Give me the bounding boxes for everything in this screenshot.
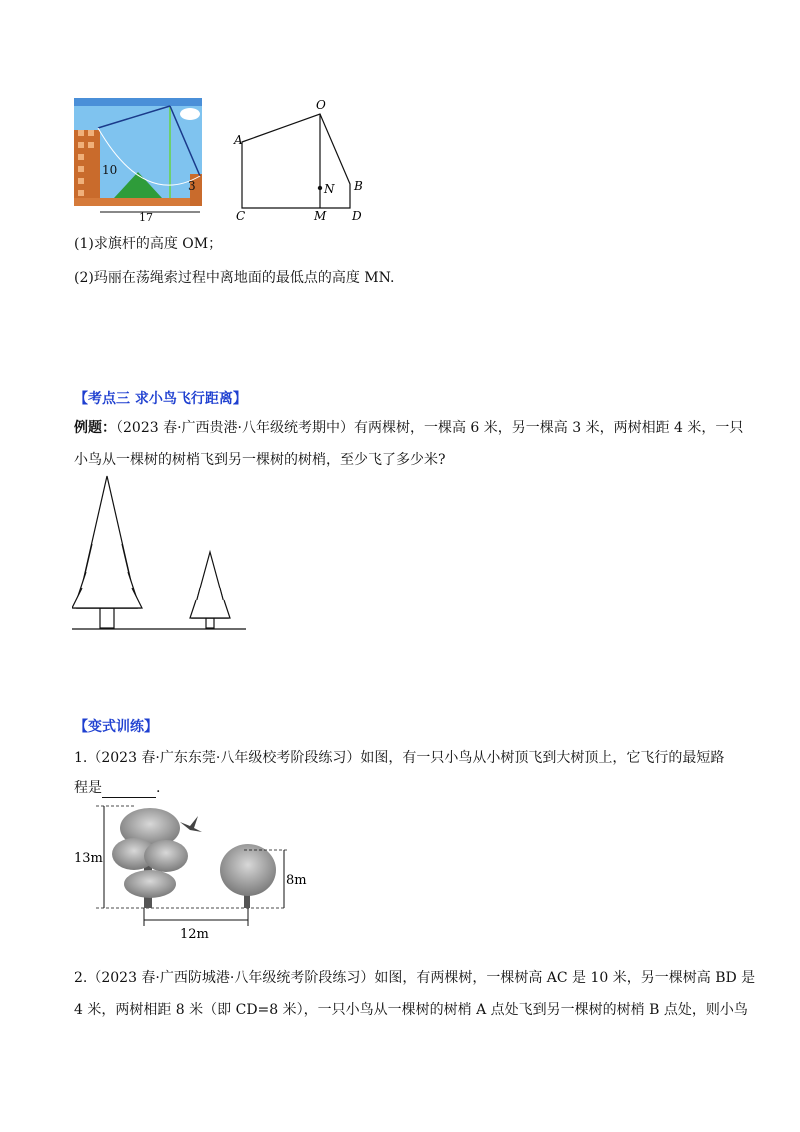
point-n — [318, 186, 322, 190]
trees-photo-figure — [74, 800, 310, 942]
label-a: A — [234, 133, 243, 147]
answer-blank[interactable] — [102, 783, 156, 798]
problem-1-text: 程是 — [74, 780, 102, 796]
big-tree — [112, 808, 188, 908]
label-13m: 13m — [74, 851, 103, 866]
bird-icon — [180, 816, 202, 832]
example-line-1 — [74, 418, 743, 438]
cloud — [180, 108, 200, 120]
short-tree — [190, 552, 230, 628]
label-b: B — [354, 179, 363, 193]
label-m: M — [314, 209, 327, 223]
problem-1-line-1: 1.（2023 春·广东东莞·八年级校考阶段练习）如图，有一只小鸟从小树顶飞到大树顶上，它飞行的最短路 — [74, 750, 725, 766]
label-c: C — [236, 209, 246, 223]
section-title-variant: 【变式训练】 — [74, 719, 158, 735]
top-bar — [74, 98, 202, 106]
geometry-figure — [232, 98, 372, 226]
section-title-3: 【考点三 求小鸟飞行距离】 — [74, 391, 247, 407]
label-n: N — [324, 182, 335, 196]
label-o: O — [316, 98, 326, 112]
problem-2-line-2: 4 米，两树相距 8 米（即 CD=8 米），一只小鸟从一棵树的树梢 A 点处飞到另一棵树的树梢 B 点处，则小鸟 — [74, 1002, 748, 1018]
label-3: 3 — [188, 179, 196, 193]
two-trees-figure — [72, 472, 248, 636]
example-label: 例题： — [74, 420, 116, 436]
example-text-1: （2023 春·广西贵港·八年级统考期中）有两棵树，一棵高 6 米，另一棵高 3 米，两树相距 4 米，一只 — [116, 420, 744, 436]
label-12m: 12m — [180, 927, 209, 942]
problem-1-end: . — [156, 780, 161, 796]
problem-2-line-1: 2.（2023 春·广西防城港·八年级统考阶段练习）如图，有两棵树，一棵树高 AC 是 10 米，另一棵树高 BD 是 — [74, 970, 756, 986]
label-17: 17 — [139, 211, 153, 224]
example-line-2: 小鸟从一棵树的树梢飞到另一棵树的树梢，至少飞了多少米? — [74, 452, 446, 468]
brick-tower — [74, 130, 100, 206]
ground — [74, 198, 202, 206]
problem-1-line-2 — [74, 778, 160, 798]
label-10: 10 — [102, 163, 118, 177]
label-d: D — [352, 209, 362, 223]
tall-tree — [72, 476, 142, 628]
small-tree — [220, 844, 276, 908]
label-8m: 8m — [286, 873, 307, 888]
question-1: (1)求旗杆的高度 OM； — [74, 236, 223, 252]
game-scene-figure — [74, 98, 204, 226]
question-2: (2)玛丽在荡绳索过程中离地面的最低点的高度 MN. — [74, 270, 395, 286]
